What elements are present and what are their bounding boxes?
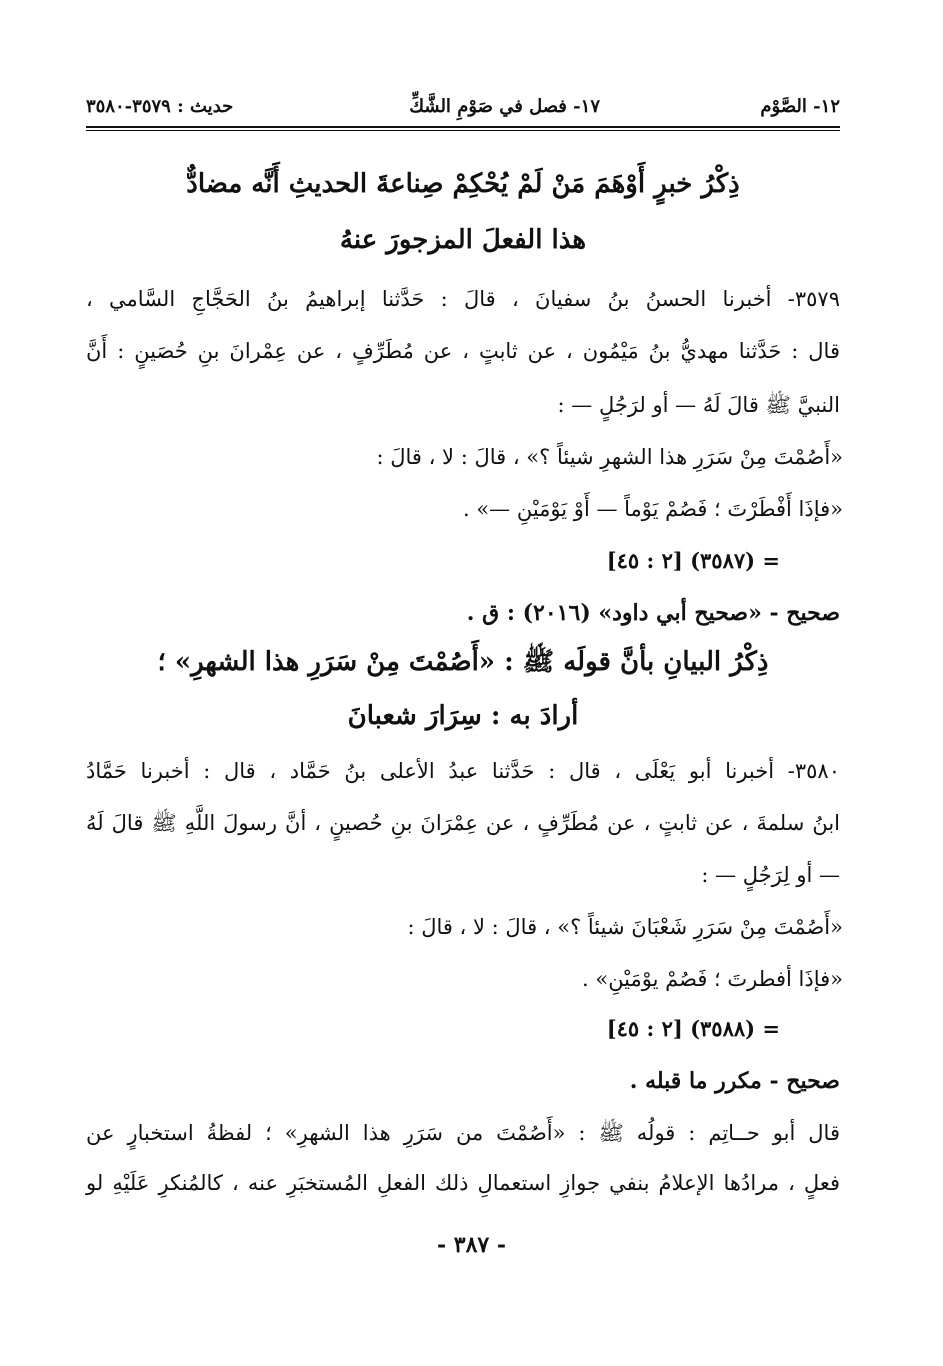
hadith1-matn-line1: «أَصُمْتَ مِنْ سَرَرِ هذا الشهرِ شيئاً ؟» ، قالَ : لا ، قالَ :	[376, 445, 843, 469]
hadith2-cross-reference: = (٣٥٨٨) [٢ : ٤٥]	[606, 1016, 780, 1041]
hadith2-matn-line1: «أَصُمْتَ مِنْ سَرَرِ شَعْبَانَ شيئاً ؟» ، قالَ : لا ، قالَ :	[407, 915, 843, 939]
section2-heading-line1: ذِكْرُ البيانِ بأنَّ قولَه ﷺ : «أَصُمْتَ مِنْ سَرَرِ هذا الشهرِ» ؛	[157, 647, 769, 677]
header-rule-thin	[86, 130, 840, 131]
page-number: - ٣٨٧ -	[436, 1232, 507, 1258]
hadith1-matn-line2: «فإذَا أَفْطَرْتَ ؛ فَصُمْ يَوْماً — أَوْ يَوْمَيْنِ —» .	[462, 497, 843, 521]
running-header	[86, 88, 840, 124]
hadith2-isnad-line1: ٣٥٨٠- أخبرنا أبو يَعْلَى ، قال : حَدَّثنا عبدُ الأعلى بنُ حَمَّاد ، قال : أخبرنا حَمَّادُ	[86, 759, 840, 783]
hadith1-isnad-line1: ٣٥٧٩- أخبرنا الحسنُ بنُ سفيانَ ، قالَ : حَدَّثنا إبراهيمُ بنُ الحَجَّاجِ السَّامي ،	[86, 287, 840, 311]
header-rule	[86, 126, 840, 128]
section1-heading-line1: ذِكْرُ خبرٍ أَوْهَمَ مَنْ لَمْ يُحْكِمْ صِناعةَ الحديثِ أَنَّه مضادٌّ	[186, 169, 740, 199]
section1-heading-line2: هذا الفعلَ المزجورَ عنهُ	[339, 225, 587, 255]
commentary-line2: فعلٍ ، مرادُها الإعلامُ بنفي جوازِ استعمالِ ذلك الفعلِ المُستخبَرِ عنه ، كالمُنكرِ عَلَيْهِ لو	[86, 1171, 840, 1195]
hadith2-isnad-line2: ابنُ سلمةَ ، عن ثابتٍ ، عن مُطَرِّفٍ ، عن عِمْرَانَ بنِ حُصينٍ ، أنَّ رسولَ اللَّهِ ﷺ قالَ لَهُ	[86, 811, 840, 835]
hadith1-isnad-line2: قال : حَدَّثنا مهديُّ بنُ مَيْمُون ، عن ثابتٍ ، عن مُطَرِّفٍ ، عن عِمْرانَ بنِ حُصَينٍ : أَنَّ	[86, 339, 840, 363]
header-chapter-title: ١٧- فصل في صَوْمِ الشَّكِّ	[409, 95, 600, 117]
commentary-line1: قال أبو حــاتِم : قولُه ﷺ : «أَصُمْتَ من سَرَرِ هذا الشهرِ» ؛ لفظةُ استخبارٍ عن	[86, 1121, 840, 1145]
hadith2-isnad-line3: — أو لِرَجُلٍ — :	[701, 863, 840, 887]
hadith2-matn-line2: «فإذَا أفطرتَ ؛ فَصُمْ يوْمَيْنِ» .	[582, 967, 843, 991]
hadith2-grading: صحيح - مكرر ما قبله .	[629, 1068, 840, 1094]
hadith1-grading: صحيح - «صحيح أبي داود» (٢٠١٦) : ق .	[466, 600, 840, 626]
header-hadith-range: حديث : ٣٥٧٩-٣٥٨٠	[86, 95, 234, 117]
header-book-title: ١٢- الصَّوْم	[760, 95, 840, 117]
hadith1-cross-reference: = (٣٥٨٧) [٢ : ٤٥]	[606, 548, 780, 573]
section2-heading-line2: أرادَ به : سِرَارَ شعبانَ	[347, 701, 579, 731]
hadith1-isnad-line3: النبيَّ ﷺ قالَ لَهُ — أو لرَجُلٍ — :	[557, 393, 840, 417]
